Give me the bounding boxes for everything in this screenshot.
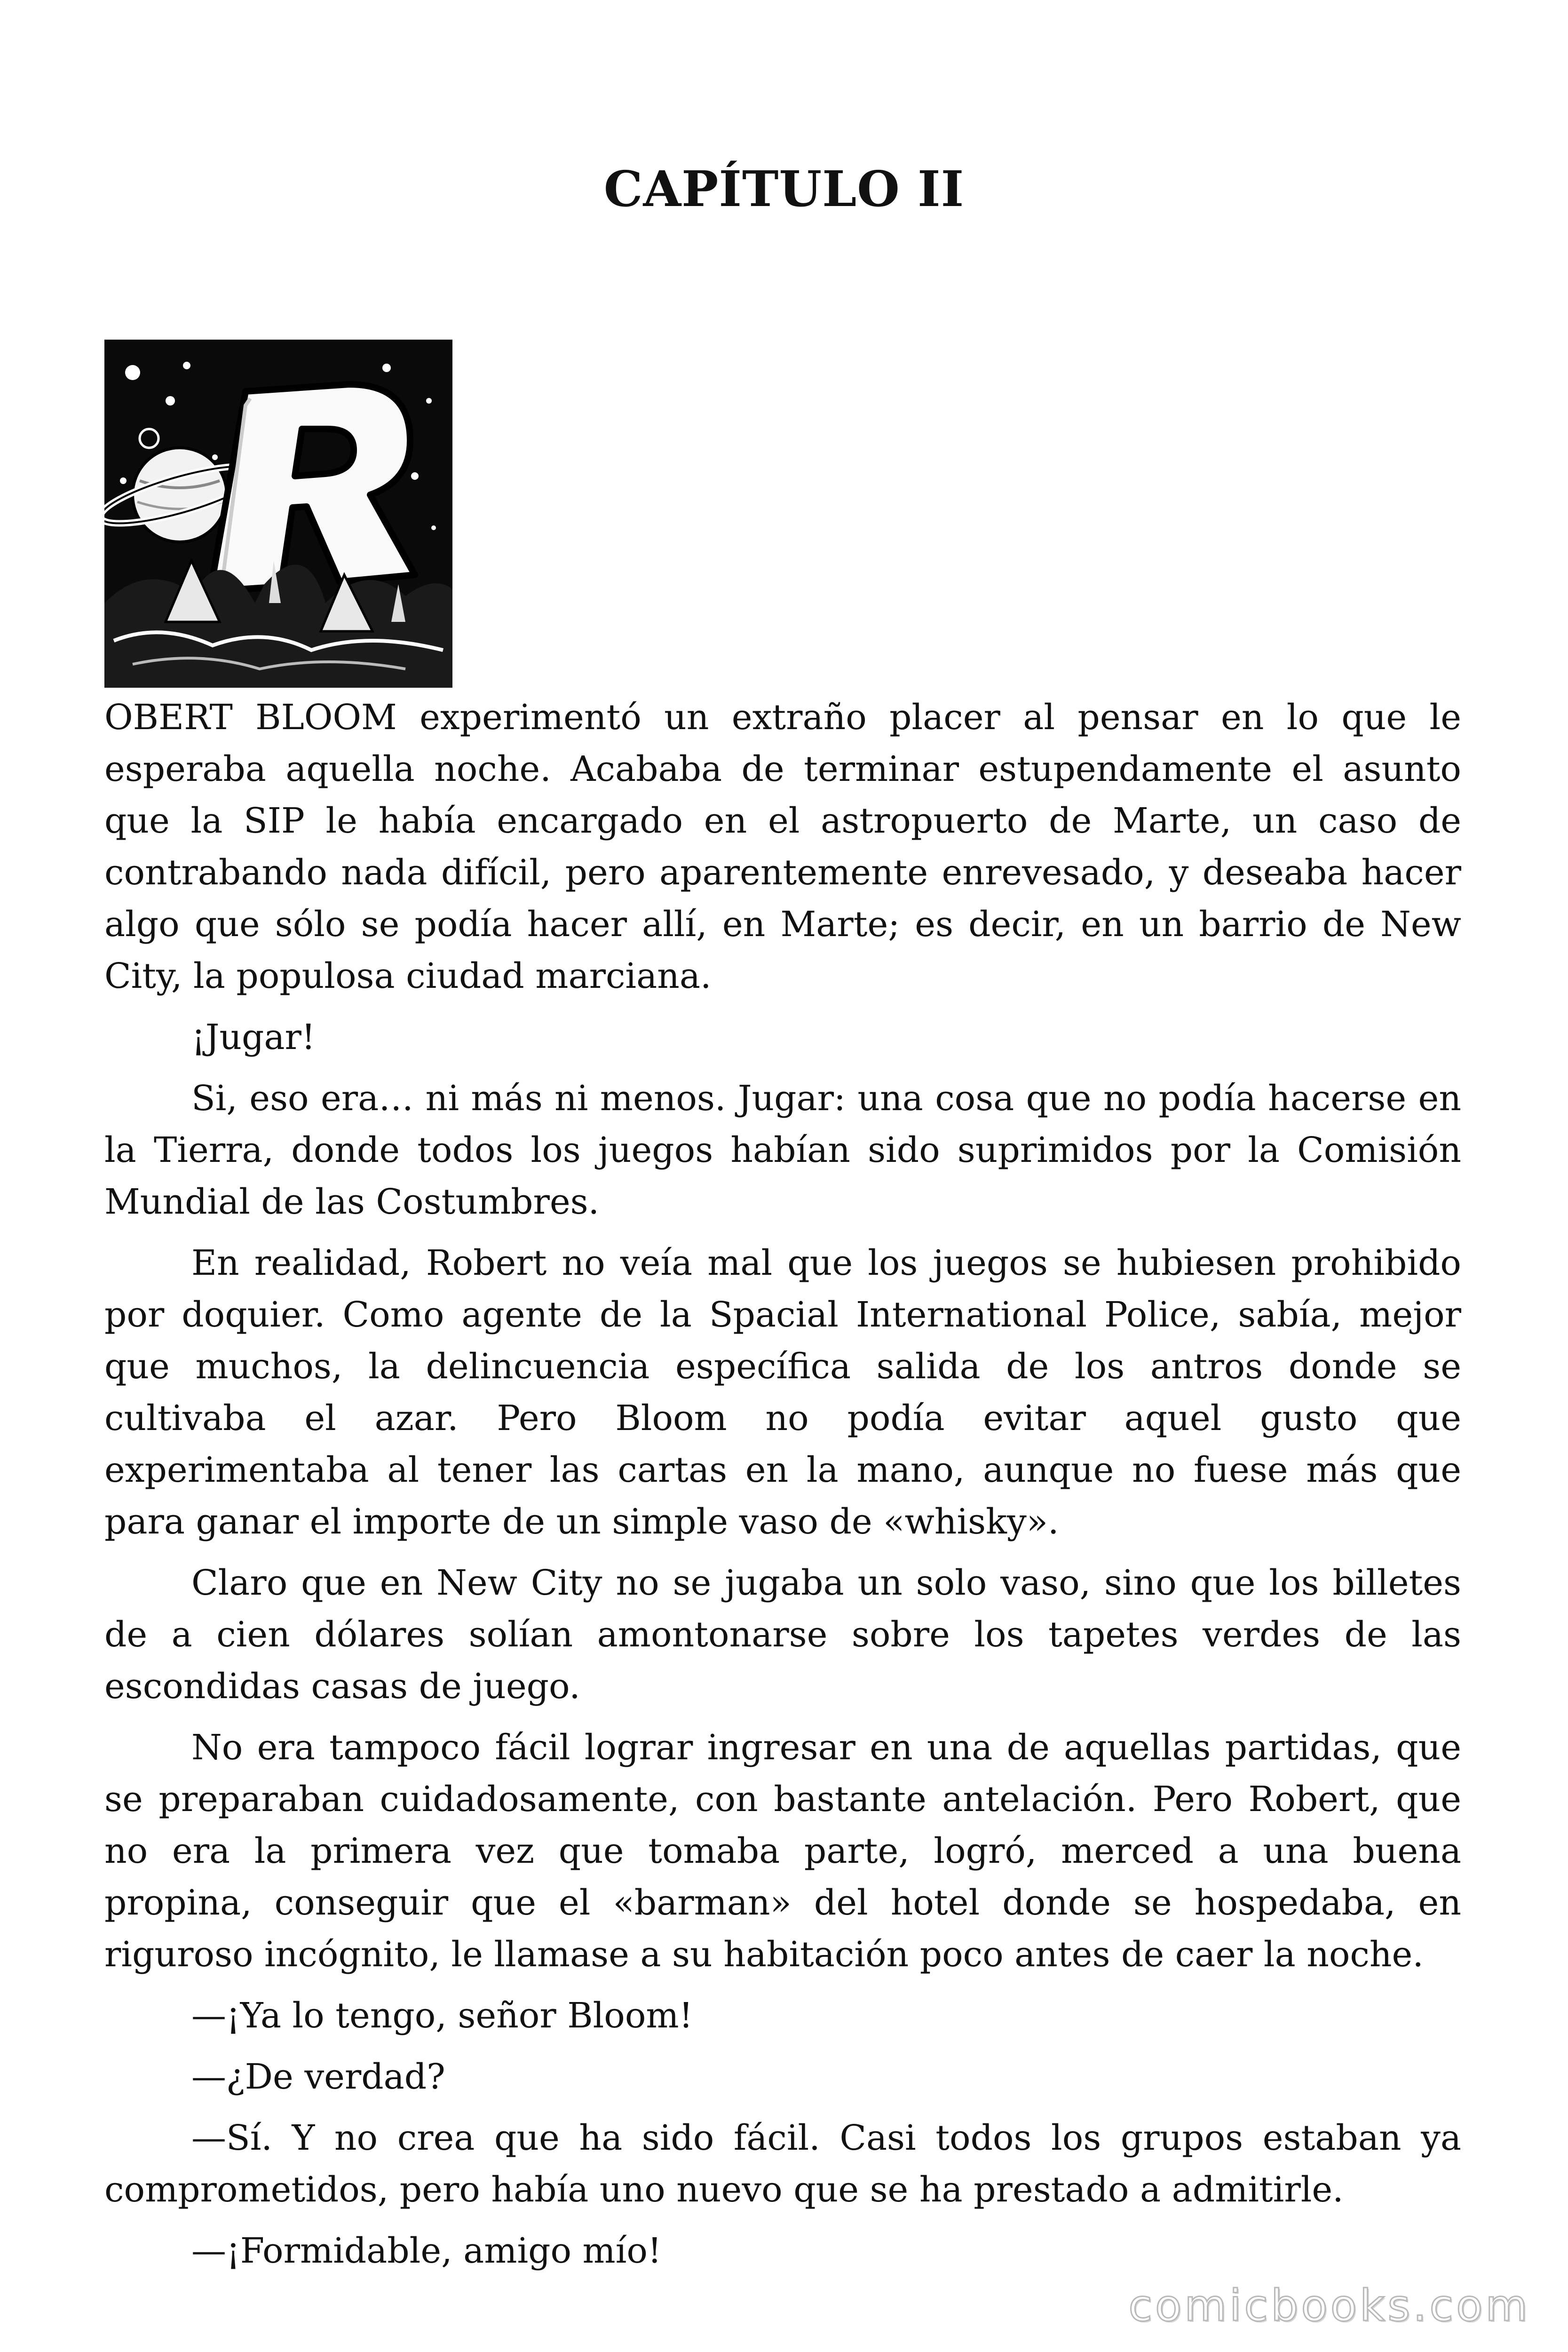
chapter-body	[104, 691, 1461, 2286]
paragraph: En realidad, Robert no veía mal que los juegos se hubiesen prohibido por doquier. Como agente de la Spacial International Police, sabía, mejor que muchos, la delincuencia específica salida de los antros donde se cultivaba el azar. Pero Bloom no podía evitar aquel gusto que experimentaba al tener las cartas en la mano, aunque no fuese más que para ganar el importe de un simple vaso de «whisky».	[104, 1243, 1461, 1542]
paragraph: Claro que en New City no se jugaba un solo vaso, sino que los billetes de a cien dólares solían amontonarse sobre los tapetes verdes de las escondidas casas de juego.	[104, 1563, 1461, 1707]
paragraph: ¡Jugar!	[191, 1017, 316, 1057]
dialogue-line: —¡Ya lo tengo, señor Bloom!	[191, 1995, 693, 2036]
dialogue-line: —Sí. Y no crea que ha sido fácil. Casi todos los grupos estaban ya comprometidos, pero había uno nuevo que se ha prestado a admitirle.	[104, 2118, 1461, 2210]
dialogue-line: —¡Formidable, amigo mío!	[191, 2231, 662, 2271]
chapter-title: CAPÍTULO II	[603, 160, 965, 218]
space-planet-dropcap-icon	[104, 340, 452, 688]
watermark: comicbooks.com	[1128, 2280, 1530, 2331]
dialogue-line: —¿De verdad?	[191, 2057, 445, 2097]
paragraph: OBERT BLOOM experimentó un extraño placer al pensar en lo que le esperaba aquella noche. Acababa de terminar estupendamente el asunto que la SIP le había encargado en el astropuerto de Marte, un caso de contrabando nada difícil, pero aparentemente enrevesado, y deseaba hacer algo que sólo se podía hacer allí, en Marte; es decir, en un barrio de New City, la populosa ciudad marciana.	[104, 697, 1461, 996]
paragraph: Si, eso era… ni más ni menos. Jugar: una cosa que no podía hacerse en la Tierra, donde todos los juegos habían sido suprimidos por la Comisión Mundial de las Costumbres.	[104, 1078, 1461, 1222]
dropcap-illustration	[104, 340, 452, 688]
paragraph: No era tampoco fácil lograr ingresar en una de aquellas partidas, que se preparaban cuidadosamente, con bastante antelación. Pero Robert, que no era la primera vez que tomaba parte, logró, merced a una buena propina, conseguir que el «barman» del hotel donde se hospedaba, en riguroso incógnito, le llamase a su habitación poco antes de caer la noche.	[104, 1727, 1461, 1975]
